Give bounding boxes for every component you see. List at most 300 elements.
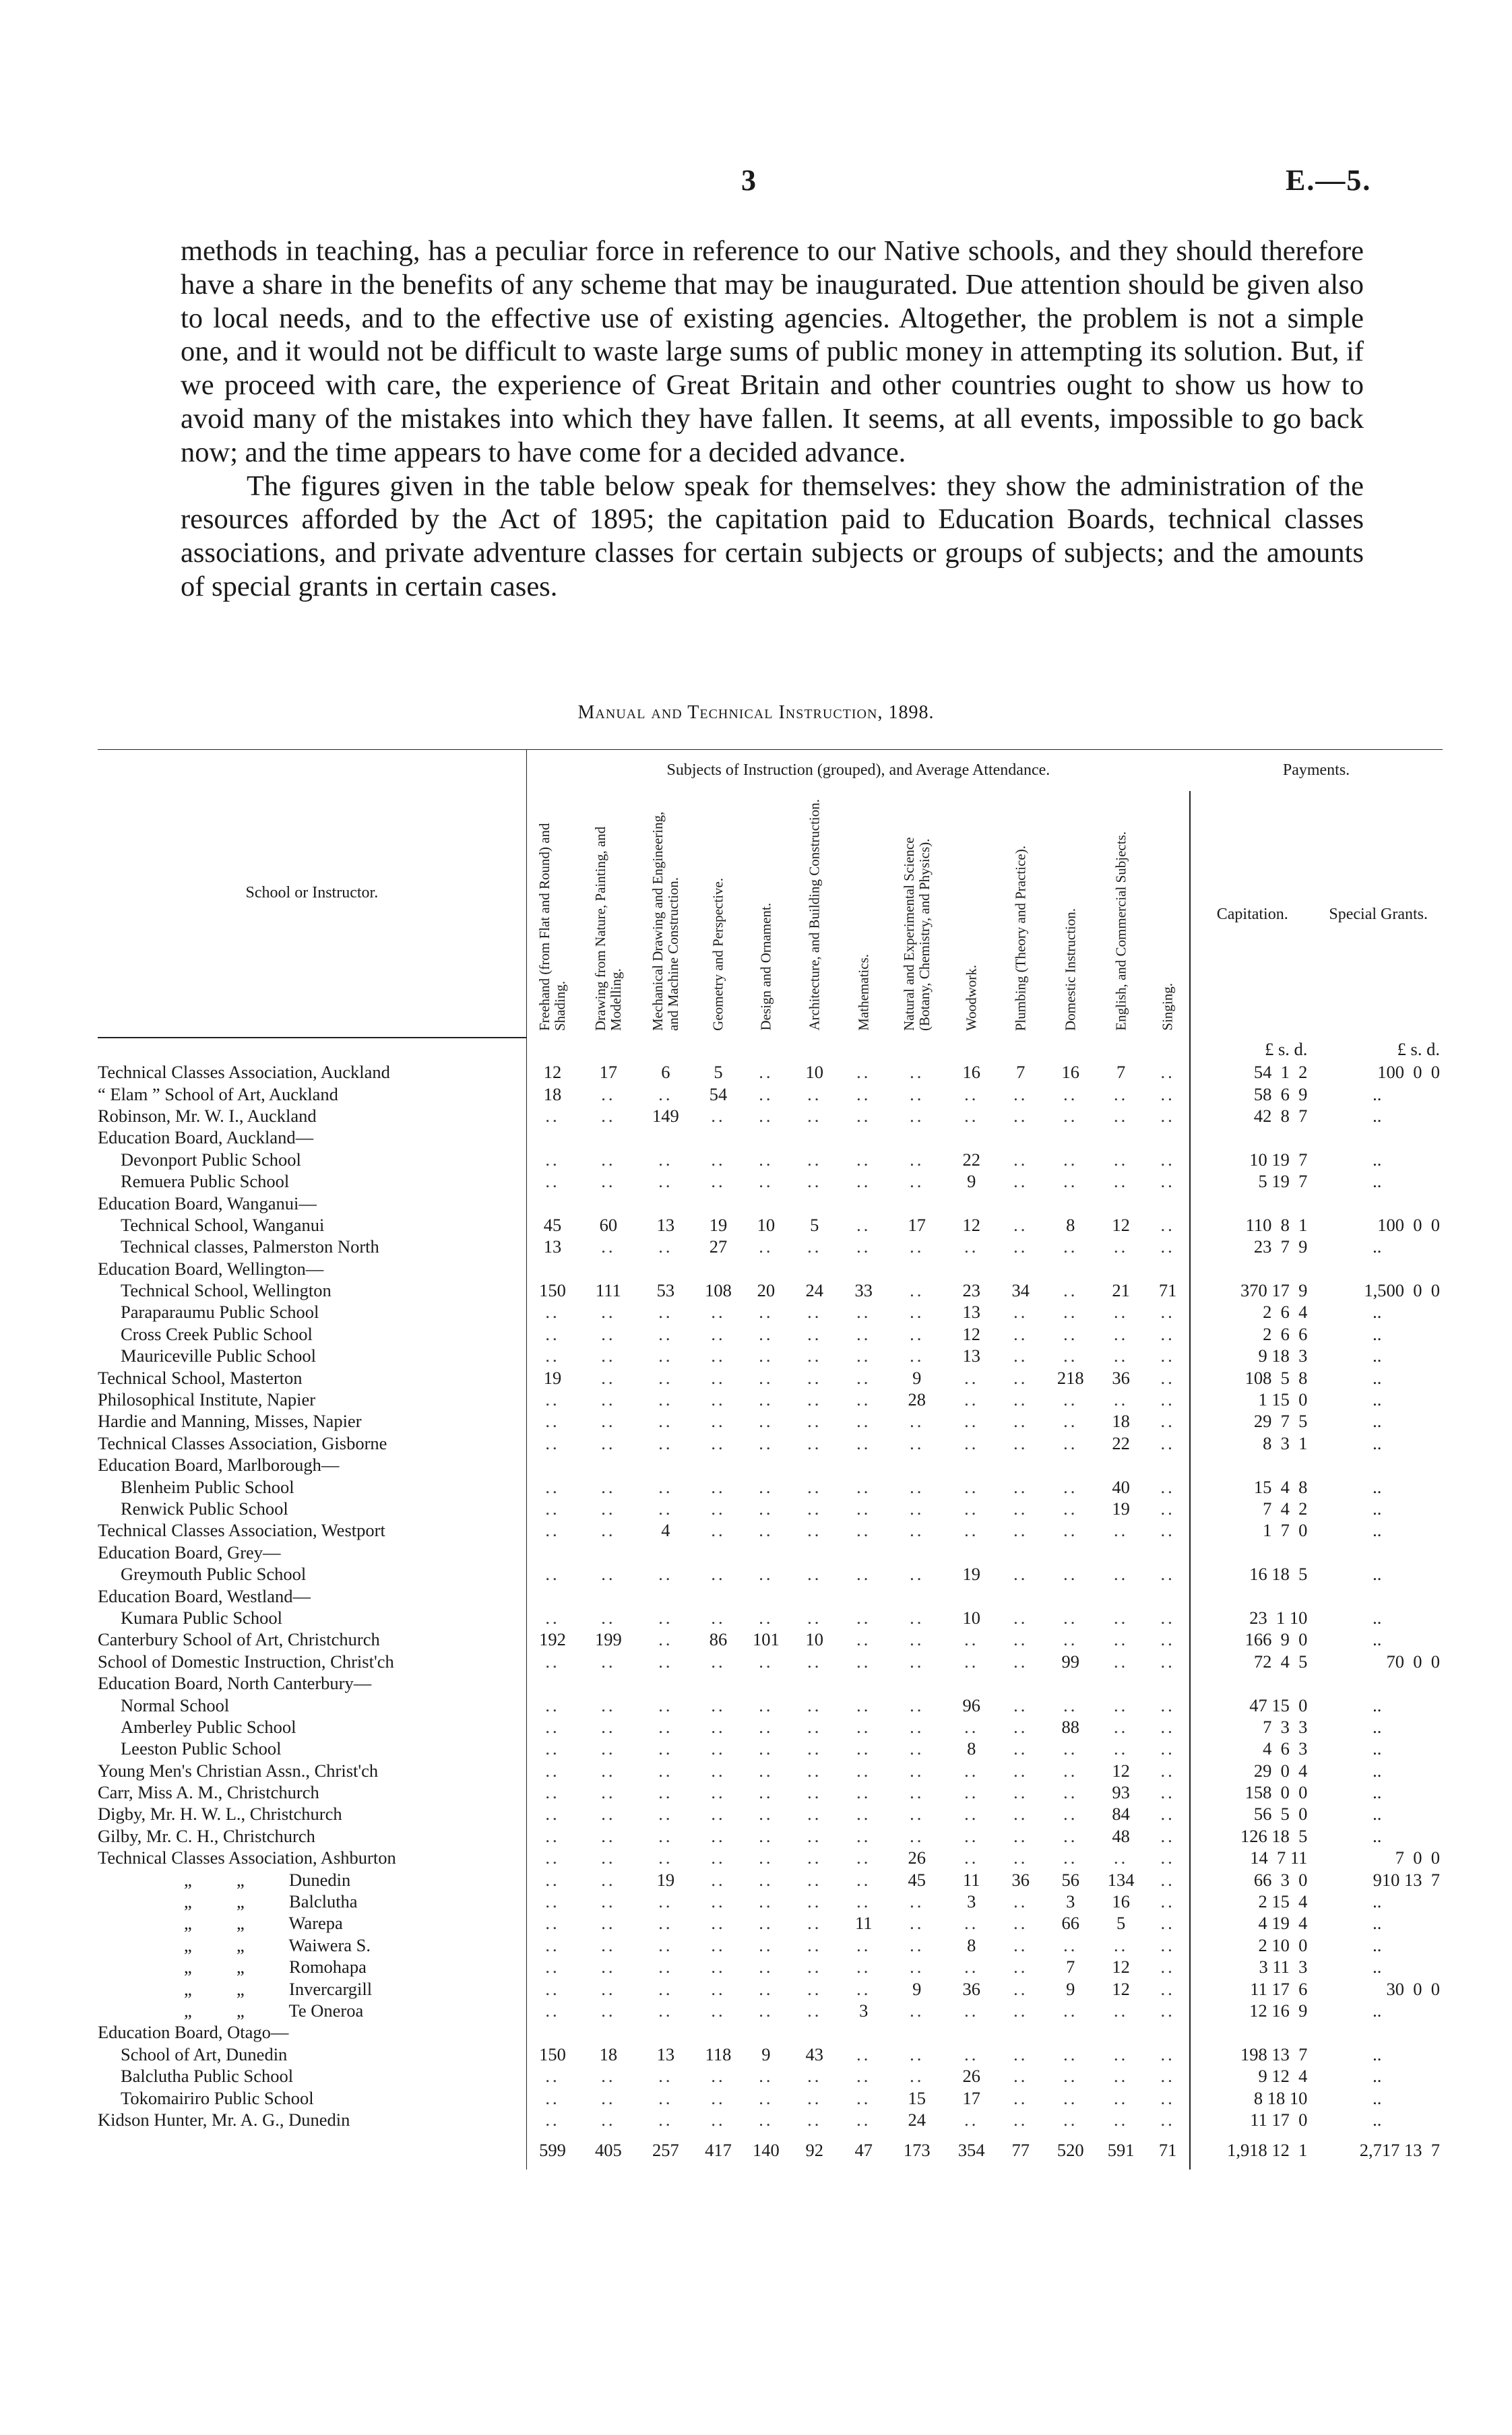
subject-label: Mechanical Drawing and Engineering, and Machine Construction. bbox=[649, 811, 681, 1031]
attendance-cell bbox=[1146, 2021, 1190, 2043]
special-grant-cell: .. bbox=[1373, 1760, 1382, 1781]
attendance-cell bbox=[1096, 1454, 1146, 1476]
attendance-cell: .. bbox=[526, 1934, 578, 1956]
school-name: Leeston Public School bbox=[121, 1738, 282, 1759]
attendance-cell: .. bbox=[964, 1236, 979, 1257]
attendance-cell: .. bbox=[1160, 1716, 1175, 1737]
attendance-cell: .. bbox=[526, 1891, 578, 1912]
attendance-cell bbox=[1146, 1127, 1190, 1148]
units-spacer bbox=[1096, 1038, 1146, 1061]
units-spacer bbox=[743, 1038, 788, 1061]
attendance-cell: .. bbox=[1013, 1782, 1028, 1803]
attendance-cell: .. bbox=[856, 1432, 871, 1453]
special-grant-cell: .. bbox=[1373, 1957, 1382, 1978]
school-name: Kidson Hunter, Mr. A. G., Dunedin bbox=[98, 2109, 350, 2130]
attendance-cell bbox=[947, 2021, 996, 2043]
capitation-cell: 72 4 5 bbox=[1190, 1651, 1314, 1672]
attendance-cell: 86 bbox=[709, 1629, 728, 1650]
capitation-cell: 54 1 2 bbox=[1190, 1061, 1314, 1083]
attendance-cell: .. bbox=[658, 1411, 673, 1432]
table-row bbox=[98, 1301, 1443, 1323]
attendance-cell: 21 bbox=[1112, 1280, 1130, 1301]
attendance-cell: .. bbox=[964, 1105, 979, 1126]
attendance-cell: 60 bbox=[599, 1214, 618, 1235]
attendance-cell: .. bbox=[711, 2109, 726, 2130]
attendance-cell: .. bbox=[910, 1411, 924, 1432]
special-grant-cell: .. bbox=[1373, 1913, 1382, 1934]
attendance-cell bbox=[788, 1192, 840, 1213]
subject-label: Domestic Instruction. bbox=[1062, 908, 1079, 1031]
special-grant-cell: .. bbox=[1373, 2109, 1382, 2130]
attendance-cell: 11 bbox=[963, 1869, 980, 1890]
attendance-cell: .. bbox=[910, 1149, 924, 1170]
attendance-cell: .. bbox=[807, 1978, 822, 1999]
attendance-cell: .. bbox=[759, 2066, 774, 2087]
special-grant-cell: .. bbox=[1373, 1323, 1382, 1344]
attendance-cell: .. bbox=[601, 1476, 616, 1497]
attendance-cell: .. bbox=[601, 1607, 616, 1628]
attendance-cell: 218 bbox=[1057, 1367, 1084, 1388]
attendance-cell bbox=[947, 1258, 996, 1279]
attendance-cell: .. bbox=[1063, 1105, 1078, 1126]
table-row bbox=[98, 1323, 1443, 1345]
attendance-cell: 96 bbox=[962, 1695, 981, 1715]
attendance-cell bbox=[526, 1192, 578, 1213]
attendance-cell: .. bbox=[856, 1083, 871, 1104]
table-row bbox=[98, 1498, 1443, 1519]
attendance-cell: .. bbox=[1160, 1062, 1175, 1083]
subject-label: Singing. bbox=[1159, 983, 1176, 1031]
attendance-cell: .. bbox=[1063, 1280, 1078, 1301]
attendance-cell: .. bbox=[910, 1323, 924, 1344]
attendance-cell: .. bbox=[1114, 1934, 1129, 1955]
attendance-cell: .. bbox=[807, 1891, 822, 1912]
special-grant-cell: .. bbox=[1373, 1476, 1382, 1497]
attendance-cell: .. bbox=[601, 1891, 616, 1912]
school-name: Gilby, Mr. C. H., Christchurch bbox=[98, 1825, 315, 1846]
attendance-cell: .. bbox=[910, 2044, 924, 2064]
attendance-cell bbox=[578, 1585, 638, 1606]
attendance-cell: 10 bbox=[805, 1629, 824, 1650]
subject-header bbox=[578, 791, 638, 1038]
attendance-cell: .. bbox=[601, 1782, 616, 1803]
attendance-cell: 10 bbox=[757, 1214, 776, 1235]
attendance-cell: .. bbox=[711, 1105, 726, 1126]
attendance-cell: .. bbox=[856, 1105, 871, 1126]
attendance-cell: 8 bbox=[1066, 1214, 1075, 1235]
units-spacer bbox=[840, 1038, 887, 1061]
capitation-cell: 15 4 8 bbox=[1190, 1476, 1314, 1497]
attendance-cell bbox=[840, 1454, 887, 1476]
attendance-cell: .. bbox=[807, 1105, 822, 1126]
total-cell: 354 bbox=[957, 2139, 985, 2160]
attendance-cell: .. bbox=[910, 1957, 924, 1978]
special-grant-cell: 70 0 0 bbox=[1386, 1651, 1440, 1672]
school-name: Digby, Mr. H. W. L., Christchurch bbox=[98, 1804, 342, 1825]
capitation-cell: 42 8 7 bbox=[1190, 1105, 1314, 1127]
special-grant-cell: .. bbox=[1373, 1411, 1382, 1432]
attendance-cell: .. bbox=[711, 1934, 726, 1955]
attendance-cell bbox=[996, 1672, 1045, 1694]
attendance-cell: .. bbox=[807, 1934, 822, 1955]
capitation-cell: 29 0 4 bbox=[1190, 1760, 1314, 1781]
attendance-cell: 192 bbox=[526, 1628, 578, 1650]
attendance-cell: .. bbox=[711, 1760, 726, 1781]
attendance-cell: .. bbox=[1013, 1804, 1028, 1825]
units-spacer bbox=[98, 1038, 526, 1061]
attendance-cell bbox=[578, 1672, 638, 1694]
attendance-cell: .. bbox=[856, 1738, 871, 1759]
attendance-cell bbox=[638, 1454, 693, 1476]
attendance-cell: .. bbox=[1013, 1389, 1028, 1410]
attendance-cell: .. bbox=[964, 1716, 979, 1737]
attendance-cell: .. bbox=[964, 1476, 979, 1497]
attendance-cell: .. bbox=[1160, 1651, 1175, 1672]
attendance-cell bbox=[1045, 1542, 1096, 1563]
attendance-cell: .. bbox=[526, 1781, 578, 1803]
attendance-cell: 9 bbox=[912, 1367, 922, 1388]
special-grant-cell: 910 13 7 bbox=[1373, 1869, 1440, 1890]
subject-label: Woodwork. bbox=[963, 964, 980, 1031]
units-spacer bbox=[947, 1038, 996, 1061]
attendance-cell: .. bbox=[658, 1847, 673, 1868]
attendance-cell: .. bbox=[1063, 1411, 1078, 1432]
attendance-cell: 13 bbox=[656, 2044, 675, 2064]
attendance-cell bbox=[840, 1672, 887, 1694]
school-name: Hardie and Manning, Misses, Napier bbox=[98, 1411, 362, 1432]
attendance-cell bbox=[947, 1542, 996, 1563]
attendance-cell: .. bbox=[601, 2066, 616, 2087]
attendance-cell bbox=[526, 1585, 578, 1606]
special-grant-cell: .. bbox=[1373, 1520, 1382, 1541]
subject-label: Drawing from Nature, Painting, and Modelling. bbox=[592, 826, 624, 1031]
attendance-cell: .. bbox=[1013, 2109, 1028, 2130]
subject-label: Plumbing (Theory and Practice). bbox=[1012, 845, 1029, 1031]
attendance-cell bbox=[840, 1127, 887, 1148]
attendance-cell: .. bbox=[1160, 2087, 1175, 2108]
attendance-cell: .. bbox=[807, 1476, 822, 1497]
subject-header bbox=[788, 791, 840, 1038]
capitation-cell: 198 13 7 bbox=[1190, 2044, 1314, 2065]
attendance-cell: .. bbox=[1160, 1171, 1175, 1192]
school-name: Amberley Public School bbox=[121, 1716, 296, 1737]
attendance-cell: 11 bbox=[854, 1913, 873, 1934]
attendance-cell bbox=[1045, 1127, 1096, 1148]
attendance-cell: .. bbox=[964, 2000, 979, 2021]
table-row bbox=[98, 1607, 1443, 1628]
attendance-cell: .. bbox=[601, 1913, 616, 1934]
attendance-cell: .. bbox=[526, 1978, 578, 1999]
attendance-cell: .. bbox=[658, 1825, 673, 1846]
attendance-cell: .. bbox=[711, 1346, 726, 1366]
special-grant-cell bbox=[1314, 1454, 1443, 1476]
subject-label: English, and Commercial Subjects. bbox=[1112, 831, 1129, 1031]
attendance-cell bbox=[788, 1585, 840, 1606]
attendance-cell: .. bbox=[964, 1432, 979, 1453]
table-row bbox=[98, 1542, 1443, 1563]
attendance-cell: 19 bbox=[1112, 1498, 1130, 1519]
attendance-cell: .. bbox=[1063, 2087, 1078, 2108]
special-grant-cell: .. bbox=[1373, 1934, 1382, 1955]
table-row bbox=[98, 1956, 1443, 1978]
attendance-cell bbox=[947, 1454, 996, 1476]
attendance-cell bbox=[840, 1585, 887, 1606]
attendance-cell: .. bbox=[856, 1149, 871, 1170]
attendance-cell bbox=[693, 1127, 743, 1148]
attendance-cell: .. bbox=[759, 1062, 774, 1083]
attendance-cell: .. bbox=[601, 1346, 616, 1366]
special-grant-cell: 7 0 0 bbox=[1395, 1847, 1440, 1868]
document-reference: E.—5. bbox=[1286, 164, 1372, 197]
attendance-cell: 18 bbox=[1112, 1411, 1130, 1432]
table-row bbox=[98, 1214, 1443, 1236]
attendance-cell: .. bbox=[711, 1891, 726, 1912]
special-grant-cell: .. bbox=[1373, 1083, 1382, 1104]
attendance-cell: .. bbox=[1160, 2109, 1175, 2130]
attendance-cell: .. bbox=[711, 1607, 726, 1628]
special-grant-cell: 100 0 0 bbox=[1377, 1062, 1440, 1083]
attendance-cell: .. bbox=[759, 1323, 774, 1344]
subject-header bbox=[947, 791, 996, 1038]
attendance-cell bbox=[1045, 1585, 1096, 1606]
attendance-cell: .. bbox=[1063, 1564, 1078, 1585]
attendance-cell: .. bbox=[1013, 1825, 1028, 1846]
capitation-cell: 7 4 2 bbox=[1190, 1498, 1314, 1519]
special-grant-cell: .. bbox=[1373, 1302, 1382, 1323]
attendance-cell: .. bbox=[759, 1804, 774, 1825]
capitation-cell: 7 3 3 bbox=[1190, 1716, 1314, 1738]
capitation-cell: 12 16 9 bbox=[1190, 2000, 1314, 2021]
attendance-cell: .. bbox=[1063, 1149, 1078, 1170]
attendance-cell: .. bbox=[526, 2000, 578, 2021]
special-grant-cell: .. bbox=[1373, 1629, 1382, 1650]
attendance-cell: .. bbox=[807, 1782, 822, 1803]
special-grant-cell: .. bbox=[1373, 1825, 1382, 1846]
attendance-cell: .. bbox=[1013, 1346, 1028, 1366]
subject-header bbox=[996, 791, 1045, 1038]
attendance-cell: .. bbox=[807, 1564, 822, 1585]
attendance-cell: .. bbox=[526, 1760, 578, 1781]
attendance-cell: .. bbox=[856, 1869, 871, 1890]
special-grant-cell: .. bbox=[1373, 2044, 1382, 2064]
attendance-cell: .. bbox=[759, 1105, 774, 1126]
attendance-cell bbox=[947, 1585, 996, 1606]
attendance-cell: .. bbox=[526, 1105, 578, 1127]
attendance-cell: .. bbox=[601, 1105, 616, 1126]
attendance-cell: .. bbox=[759, 1236, 774, 1257]
table-row bbox=[98, 1912, 1443, 1934]
attendance-cell: .. bbox=[759, 1934, 774, 1955]
attendance-cell: .. bbox=[856, 1651, 871, 1672]
attendance-cell: .. bbox=[1160, 2044, 1175, 2064]
attendance-cell: .. bbox=[658, 1695, 673, 1715]
attendance-cell bbox=[578, 1258, 638, 1279]
attendance-cell bbox=[743, 1585, 788, 1606]
attendance-cell: .. bbox=[759, 1520, 774, 1541]
attendance-cell: .. bbox=[1063, 1847, 1078, 1868]
school-name: Education Board, Grey— bbox=[98, 1542, 281, 1562]
attendance-cell: .. bbox=[856, 1302, 871, 1323]
special-grant-cell bbox=[1314, 1258, 1443, 1279]
attendance-cell: .. bbox=[1114, 1236, 1129, 1257]
attendance-cell: .. bbox=[1160, 2066, 1175, 2087]
attendance-cell: .. bbox=[910, 1520, 924, 1541]
table-row bbox=[98, 1585, 1443, 1606]
capitation-cell: 16 18 5 bbox=[1190, 1563, 1314, 1585]
subject-header bbox=[1146, 791, 1190, 1038]
school-column-header: School or Instructor. bbox=[98, 749, 526, 1038]
table-row bbox=[98, 1410, 1443, 1432]
attendance-cell: .. bbox=[601, 1411, 616, 1432]
subject-label: Natural and Experimental Science (Botany, Chemistry, and Physics). bbox=[900, 837, 933, 1031]
attendance-cell: .. bbox=[910, 1083, 924, 1104]
attendance-cell bbox=[887, 1127, 947, 1148]
attendance-cell: 5 bbox=[714, 1062, 723, 1083]
capitation-cell bbox=[1190, 1192, 1314, 1213]
attendance-cell bbox=[743, 1192, 788, 1213]
attendance-cell: 54 bbox=[709, 1083, 728, 1104]
total-cell: 47 bbox=[854, 2139, 873, 2160]
attendance-cell: .. bbox=[711, 1869, 726, 1890]
attendance-cell: .. bbox=[1160, 1847, 1175, 1868]
attendance-cell bbox=[693, 1672, 743, 1694]
manual-technical-instruction-table bbox=[98, 749, 1443, 2170]
attendance-cell: .. bbox=[658, 1346, 673, 1366]
attendance-cell: .. bbox=[1160, 1957, 1175, 1978]
attendance-cell bbox=[638, 1672, 693, 1694]
attendance-cell: .. bbox=[1063, 1825, 1078, 1846]
capitation-cell: 2 6 4 bbox=[1190, 1301, 1314, 1323]
table-row bbox=[98, 2000, 1443, 2021]
attendance-cell: 16 bbox=[1112, 1891, 1130, 1912]
attendance-cell: .. bbox=[1160, 2000, 1175, 2021]
school-name: Blenheim Public School bbox=[121, 1476, 294, 1497]
school-name: “ Elam ” School of Art, Auckland bbox=[98, 1083, 338, 1104]
attendance-cell: .. bbox=[711, 2087, 726, 2108]
attendance-cell: 22 bbox=[962, 1149, 981, 1170]
attendance-cell: .. bbox=[1063, 1629, 1078, 1650]
attendance-cell bbox=[1045, 1454, 1096, 1476]
attendance-cell: .. bbox=[526, 1519, 578, 1541]
attendance-cell: .. bbox=[910, 1782, 924, 1803]
attendance-cell: .. bbox=[526, 1323, 578, 1345]
attendance-cell: .. bbox=[807, 1367, 822, 1388]
attendance-cell: 118 bbox=[705, 2044, 732, 2064]
subjects-group-header: Subjects of Instruction (grouped), and Average Attendance. bbox=[526, 749, 1190, 791]
attendance-cell bbox=[1096, 1585, 1146, 1606]
total-cell: 92 bbox=[805, 2139, 824, 2160]
attendance-cell: .. bbox=[759, 1346, 774, 1366]
total-cell: 417 bbox=[705, 2139, 732, 2160]
attendance-cell: .. bbox=[658, 1913, 673, 1934]
attendance-cell: .. bbox=[658, 1498, 673, 1519]
attendance-cell bbox=[840, 2021, 887, 2043]
special-grant-cell: .. bbox=[1373, 1607, 1382, 1628]
attendance-cell: .. bbox=[1013, 1978, 1028, 1999]
attendance-cell bbox=[840, 1542, 887, 1563]
attendance-cell: .. bbox=[1063, 2066, 1078, 2087]
table-row bbox=[98, 1170, 1443, 1192]
attendance-cell: .. bbox=[856, 1236, 871, 1257]
attendance-cell: .. bbox=[601, 1738, 616, 1759]
attendance-cell: .. bbox=[1063, 1804, 1078, 1825]
school-name: Technical Classes Association, Ashburton bbox=[98, 1847, 396, 1868]
attendance-cell: .. bbox=[964, 1367, 979, 1388]
attendance-cell: .. bbox=[1160, 1869, 1175, 1890]
attendance-cell: .. bbox=[1063, 2109, 1078, 2130]
table-row bbox=[98, 1454, 1443, 1476]
attendance-cell: .. bbox=[856, 1411, 871, 1432]
attendance-cell: .. bbox=[856, 1891, 871, 1912]
table-row bbox=[98, 2109, 1443, 2130]
attendance-cell: .. bbox=[711, 1171, 726, 1192]
school-name: Technical Classes Association, Westport bbox=[98, 1520, 385, 1541]
attendance-cell: .. bbox=[658, 1651, 673, 1672]
school-name: Education Board, North Canterbury— bbox=[98, 1673, 372, 1694]
capitation-cell: 2 6 6 bbox=[1190, 1323, 1314, 1345]
attendance-cell: .. bbox=[964, 2044, 979, 2064]
attendance-cell: .. bbox=[759, 1498, 774, 1519]
attendance-cell: .. bbox=[1114, 1651, 1129, 1672]
attendance-cell: .. bbox=[711, 1323, 726, 1344]
attendance-cell bbox=[638, 1192, 693, 1213]
attendance-cell: .. bbox=[807, 1738, 822, 1759]
attendance-cell bbox=[578, 1192, 638, 1213]
attendance-cell: .. bbox=[601, 1367, 616, 1388]
total-cell: 405 bbox=[594, 2139, 622, 2160]
attendance-cell: 8 bbox=[967, 1934, 976, 1955]
subject-label: Freehand (from Flat and Round) and Shading. bbox=[536, 823, 568, 1031]
attendance-cell: .. bbox=[807, 1913, 822, 1934]
table-row bbox=[98, 1934, 1443, 1956]
attendance-cell bbox=[693, 1258, 743, 1279]
attendance-cell: 101 bbox=[752, 1629, 780, 1650]
totals-label bbox=[98, 2130, 526, 2170]
attendance-cell: .. bbox=[910, 1716, 924, 1737]
paragraph-2: The figures given in the table below speak for themselves: they show the administration of the resources afforded by the Act of 1895; the capitation paid to Education Boards, technical classes associations, and private adventure classes for certain subjects or groups of subjects; and the amounts of special grants in certain cases. bbox=[181, 470, 1364, 602]
attendance-cell: .. bbox=[1114, 2087, 1129, 2108]
attendance-cell: .. bbox=[1063, 1323, 1078, 1344]
attendance-cell: 111 bbox=[595, 1280, 621, 1301]
attendance-cell: .. bbox=[526, 1868, 578, 1890]
attendance-cell: 27 bbox=[709, 1236, 728, 1257]
attendance-cell: .. bbox=[1013, 1847, 1028, 1868]
special-grant-cell: .. bbox=[1373, 1236, 1382, 1257]
attendance-cell: .. bbox=[526, 1956, 578, 1978]
attendance-cell: .. bbox=[856, 2044, 871, 2064]
special-grant-cell: 1,500 0 0 bbox=[1364, 1280, 1440, 1301]
table-row bbox=[98, 2087, 1443, 2108]
attendance-cell: .. bbox=[658, 2087, 673, 2108]
attendance-cell: .. bbox=[711, 1367, 726, 1388]
subject-label: Architecture, and Building Construction. bbox=[806, 799, 823, 1031]
table-row bbox=[98, 1476, 1443, 1497]
attendance-cell: 19 bbox=[526, 1366, 578, 1388]
attendance-cell: .. bbox=[759, 1607, 774, 1628]
attendance-cell: .. bbox=[658, 1738, 673, 1759]
attendance-cell: .. bbox=[1063, 1476, 1078, 1497]
school-name: Remuera Public School bbox=[121, 1171, 290, 1192]
attendance-cell: 149 bbox=[652, 1105, 679, 1126]
table-row bbox=[98, 1149, 1443, 1170]
capitation-cell: 110 8 1 bbox=[1190, 1214, 1314, 1236]
table-row bbox=[98, 1760, 1443, 1781]
attendance-cell: .. bbox=[711, 1498, 726, 1519]
attendance-cell: .. bbox=[526, 2065, 578, 2087]
payments-header: Payments. bbox=[1282, 761, 1350, 779]
attendance-cell: .. bbox=[1063, 1607, 1078, 1628]
subject-header bbox=[1045, 791, 1096, 1038]
